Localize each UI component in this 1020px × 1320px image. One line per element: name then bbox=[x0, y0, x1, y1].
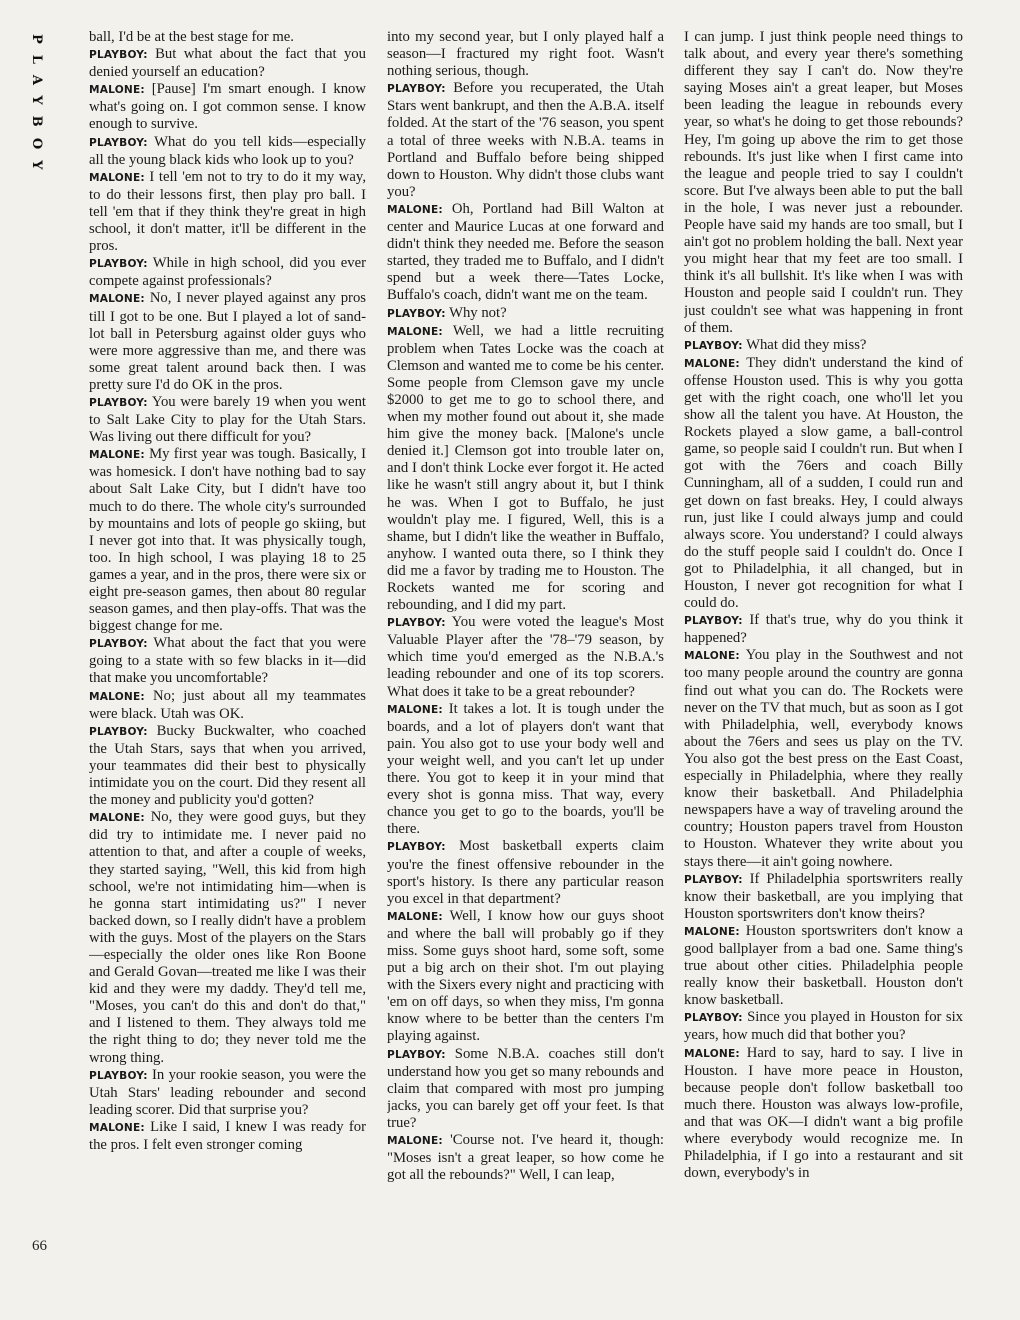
paragraph-text: Most basketball experts claim you're the finest offensive rebounder in the sport's history. Is there any particular reason you excel in that department? bbox=[387, 838, 664, 907]
interview-paragraph bbox=[89, 1119, 366, 1154]
speaker-label: PLAYBOY: bbox=[89, 136, 148, 149]
speaker-label: PLAYBOY: bbox=[684, 615, 743, 628]
interview-paragraph bbox=[89, 46, 366, 81]
paragraph-text: I can jump. I just think people need things to talk about, and every year there's something different they say I can't do. Now they're saying Moses ain't a great leaper, but Moses been leading the league in rebounds every year, so what's he doing to get those rebounds? Hey, I'm going up above the rim to get those rebounds. It's just like when I first came into the league and people tried to say I couldn't score. But I've always been able to put the ball in the hole, I was never just a rebounder. People have said my hands are too small, but I ain't got no problem holding the ball. Next year you might hear that my feet are too small. I think it's all bullshit. It's like when I was with Houston and people said I couldn't run. They just couldn't see what was happening in front of them. bbox=[684, 29, 963, 336]
interview-paragraph bbox=[387, 701, 664, 839]
paragraph-text: You were voted the league's Most Valuable Player after the '78–'79 season, by which time you'd emerged as the N.B.A.'s leading rebounder and one of its top scorers. What does it take to be a great rebounder? bbox=[387, 614, 664, 700]
paragraph-text: ball, I'd be at the best stage for me. bbox=[89, 29, 294, 45]
speaker-label: PLAYBOY: bbox=[387, 617, 446, 630]
speaker-label: PLAYBOY: bbox=[684, 339, 743, 352]
paragraph-text: Before you recuperated, the Utah Stars went bankrupt, and then the A.B.A. itself folded. At the start of the '76 season, you spent a total of three weeks with N.B.A. teams in Portland and Buffalo before being shipped down to Houston. Why didn't those clubs want you? bbox=[387, 80, 664, 200]
interview-paragraph bbox=[89, 394, 366, 446]
speaker-label: PLAYBOY: bbox=[387, 307, 446, 320]
speaker-label: PLAYBOY: bbox=[684, 873, 743, 886]
paragraph-text: What about the fact that you were going to a state with so few blacks in it—did that make you uncomfortable? bbox=[89, 635, 366, 687]
paragraph-text: If that's true, why do you think it happened? bbox=[684, 612, 963, 647]
paragraph-text: Well, I know how our guys shoot and where the ball will probably go if they miss. Some guys shoot hard, some soft, some put a big arch on their shot. I'm out playing with the Sixers every night and practicing with 'em on off days, so when they miss, I'm gonna know where to be better than the centers I'm playing against. bbox=[387, 907, 664, 1045]
speaker-label: MALONE: bbox=[684, 650, 740, 663]
interview-paragraph bbox=[387, 1132, 664, 1184]
interview-paragraph bbox=[684, 337, 963, 355]
interview-paragraph bbox=[89, 169, 366, 255]
interview-paragraph bbox=[684, 612, 963, 647]
interview-paragraph bbox=[387, 201, 664, 305]
page-number: 66 bbox=[32, 1238, 47, 1254]
interview-paragraph bbox=[89, 81, 366, 133]
interview-paragraph bbox=[387, 29, 664, 80]
paragraph-text: Since you played in Houston for six years, how much did that bother you? bbox=[684, 1009, 963, 1044]
interview-paragraph bbox=[89, 635, 366, 687]
paragraph-text: Oh, Portland had Bill Walton at center and Maurice Lucas at one forward and didn't think they needed me. Before the season started, they traded me to Buffalo, and I didn't spend but a week there—Tates Locke, Buffalo's coach, didn't want me on the team. bbox=[387, 200, 664, 304]
interview-paragraph bbox=[684, 871, 963, 923]
interview-paragraph bbox=[684, 1045, 963, 1183]
paragraph-text: You play in the Southwest and not too many people around the country are gonna find out what you can do. The Rockets were never on the TV that much, but as soon as I got with Philadelphia, well, everybody knows about the 76ers and sees us play on the TV. You also got the best press on the East Coast, especially in Philadelphia, where they really know their basketball. And Philadelphia newspapers have a way of traveling around the country; Houston papers travel from Houston to Houston. Whatever they write about you stays there—it ain't going nowhere. bbox=[684, 647, 963, 870]
interview-paragraph bbox=[387, 323, 664, 615]
text-column-1 bbox=[89, 29, 366, 1279]
magazine-name: PLAYBOY bbox=[29, 34, 44, 181]
interview-paragraph bbox=[387, 908, 664, 1046]
paragraph-text: Bucky Buckwalter, who coached the Utah Stars, says that when you arrived, your teammates did their best to physically intimidate you on the court. Did they resent all the money and publicity you'd gotten? bbox=[89, 722, 366, 809]
paragraph-text: Hard to say, hard to say. I live in Houston. I have more peace in Houston, because people don't follow basketball too much there. Houston was always low-profile, and that was OK—I didn't want a big profile where everybody would recognize me. In Philadelphia, if I go into a restaurant and sit down, everybody's in bbox=[684, 1044, 963, 1182]
interview-paragraph bbox=[89, 134, 366, 169]
speaker-label: MALONE: bbox=[89, 1121, 145, 1134]
interview-paragraph bbox=[89, 255, 366, 290]
paragraph-text: What did they miss? bbox=[746, 336, 867, 353]
speaker-label: MALONE: bbox=[89, 449, 145, 462]
paragraph-text: It takes a lot. It is tough under the boards, and a lot of players don't want that pain. You also got to use your body well and your weight well, and you can't let up under there. You got to keep it in your mind that every shot is gonna miss. That way, every chance you get to go to the boards, you'll be there. bbox=[387, 700, 664, 838]
speaker-label: PLAYBOY: bbox=[387, 841, 446, 854]
speaker-label: MALONE: bbox=[89, 812, 145, 825]
speaker-label: MALONE: bbox=[684, 1047, 740, 1060]
paragraph-text: If Philadelphia sportswriters really know their basketball, are you implying that Houston sportswriters don't know theirs? bbox=[684, 870, 963, 922]
paragraph-text: Like I said, I knew I was ready for the pros. I felt even stronger coming bbox=[89, 1118, 366, 1153]
paragraph-text: 'Course not. I've heard it, though: "Moses isn't a great leaper, so how come he got all the rebounds?" Well, I can leap, bbox=[387, 1132, 664, 1184]
interview-paragraph bbox=[89, 723, 366, 809]
speaker-label: MALONE: bbox=[684, 357, 740, 370]
paragraph-text: You were barely 19 when you went to Salt Lake City to play for the Utah Stars. Was living out there difficult for you? bbox=[89, 393, 366, 446]
paragraph-text: What do you tell kids—especially all the young black kids who look up to you? bbox=[89, 133, 366, 168]
text-column-3 bbox=[684, 29, 963, 1279]
speaker-label: MALONE: bbox=[387, 325, 443, 338]
interview-paragraph bbox=[684, 647, 963, 870]
speaker-label: MALONE: bbox=[387, 1135, 443, 1147]
interview-paragraph bbox=[89, 809, 366, 1066]
speaker-label: MALONE: bbox=[89, 293, 145, 306]
interview-paragraph bbox=[89, 1067, 366, 1119]
speaker-label: PLAYBOY: bbox=[89, 258, 148, 271]
text-column-2 bbox=[387, 29, 664, 1279]
interview-paragraph bbox=[89, 446, 366, 635]
paragraph-text: Why not? bbox=[449, 304, 507, 321]
speaker-label: MALONE: bbox=[387, 703, 443, 716]
speaker-label: PLAYBOY: bbox=[89, 49, 148, 62]
speaker-label: PLAYBOY: bbox=[89, 396, 148, 409]
paragraph-text: No, I never played against any pros till I got to be one. But I played a lot of sand-lot ball in Petersburg against older guys who were more aggressive than me, and there was some great talent around back then. I was pretty sure I'd do OK in the pros. bbox=[89, 290, 366, 393]
paragraph-text: Some N.B.A. coaches still don't understand how you get so many rebounds and claim that compared with most pro jumping jacks, you can barely get off your feet. Is that true? bbox=[387, 1045, 664, 1131]
speaker-label: PLAYBOY: bbox=[387, 83, 446, 96]
interview-paragraph bbox=[387, 80, 664, 201]
speaker-label: MALONE: bbox=[89, 690, 145, 703]
speaker-label: MALONE: bbox=[89, 84, 145, 97]
paragraph-text: No; just about all my teammates were black. Utah was OK. bbox=[89, 687, 366, 722]
interview-paragraph bbox=[684, 355, 963, 612]
interview-paragraph bbox=[387, 614, 664, 700]
speaker-label: PLAYBOY: bbox=[684, 1012, 743, 1025]
paragraph-text: I tell 'em not to try to do it my way, to do their lessons first, then play pro ball. I tell 'em that if they think they're great in high school, it don't matter, it'll be different in the pros. bbox=[89, 168, 366, 255]
paragraph-text: While in high school, did you ever compete against professionals? bbox=[89, 255, 366, 290]
speaker-label: MALONE: bbox=[387, 910, 443, 923]
interview-paragraph bbox=[684, 1009, 963, 1044]
paragraph-text: In your rookie season, you were the Utah Stars' leading rebounder and second leading scorer. Did that surprise you? bbox=[89, 1066, 366, 1118]
interview-paragraph bbox=[387, 838, 664, 907]
paragraph-text: Well, we had a little recruiting problem when Tates Locke was the coach at Clemson and wanted me to come be his center. Some people from Clemson gave my uncle $2000 to get me to go to school there, and when my mother found out about it, she made him give the money back. [Malone's uncle denied it.] Clemson got into trouble later on, and I don't think Locke ever forgot it. He acted like he wasn't still angry about it, but I think he was. When I got to Buffalo, he just wouldn't play me. I figured, Well, this is a shame, but I didn't like the weather in Buffalo, anyhow. I wanted outa there, so I think they did me a favor by trading me to Houston. The Rockets wanted me for scoring and rebounding, and I did my part. bbox=[387, 322, 664, 614]
interview-paragraph bbox=[684, 923, 963, 1009]
speaker-label: MALONE: bbox=[387, 203, 443, 216]
interview-paragraph bbox=[89, 688, 366, 723]
interview-paragraph bbox=[684, 29, 963, 337]
speaker-label: PLAYBOY: bbox=[387, 1048, 446, 1061]
paragraph-text: They didn't understand the kind of offense Houston used. This is why you gotta get with the right coach, one who'll let you show all the talent you have. At Houston, the Rockets played a slow game, a ball-control game, so people said I couldn't run. But when I got with the 76ers and coach Billy Cunningham, all of a sudden, I could run and get down on fast breaks. Hey, I could always run, just like I could always jump and could always score. You understand? I could always do the stuff people said I couldn't do. Once I got to Philadelphia, it all changed, but in Houston, I never got recognition for what I could do. bbox=[684, 354, 963, 612]
paragraph-text: Houston sportswriters don't know a good ballplayer from a bad one. Same thing's true about other cities. Philadelphia people really know their basketball. Houston don't know basketball. bbox=[684, 922, 963, 1009]
paragraph-text: My first year was tough. Basically, I was homesick. I don't have nothing bad to say about Salt Lake City, but I didn't have too much to do there. The whole city's surrounded by mountains and lots of people go skiing, but I never got into that. It was physically tough, too. In high school, I was playing 18 to 25 games a year, and in the pros, there were six or eight pre-season games, then about 80 regular season games, and then play-offs. That was the biggest change for me. bbox=[89, 446, 366, 635]
speaker-label: PLAYBOY: bbox=[89, 725, 148, 738]
paragraph-text: into my second year, but I only played half a season—I fractured my right foot. Wasn't nothing serious, though. bbox=[387, 29, 664, 80]
speaker-label: MALONE: bbox=[89, 171, 145, 184]
paragraph-text: No, they were good guys, but they did try to intimidate me. I never paid no attention to that, and after a couple of weeks, they started saying, "Well, this kid from high school, we're not intimidating him—when is he gonna start intimidating us?" I never backed down, so I really didn't have a problem with the guys. Most of the players on the Stars—especially the older ones like Ron Boone and Gerald Govan—treated me like I was their kid and they were my daddy. They'd tell me, "Moses, you can't do this and don't do that," and I listened to them. They always told me the right thing to do; they never told me the wrong thing. bbox=[89, 809, 366, 1066]
interview-paragraph bbox=[89, 29, 366, 46]
speaker-label: MALONE: bbox=[684, 925, 740, 938]
paragraph-text: [Pause] I'm smart enough. I know what's going on. I got common sense. I know enough to survive. bbox=[89, 81, 366, 133]
interview-paragraph bbox=[89, 290, 366, 394]
interview-paragraph bbox=[387, 1046, 664, 1132]
paragraph-text: But what about the fact that you denied yourself an education? bbox=[89, 46, 366, 81]
interview-paragraph bbox=[387, 305, 664, 323]
speaker-label: PLAYBOY: bbox=[89, 1069, 148, 1082]
speaker-label: PLAYBOY: bbox=[89, 638, 148, 651]
